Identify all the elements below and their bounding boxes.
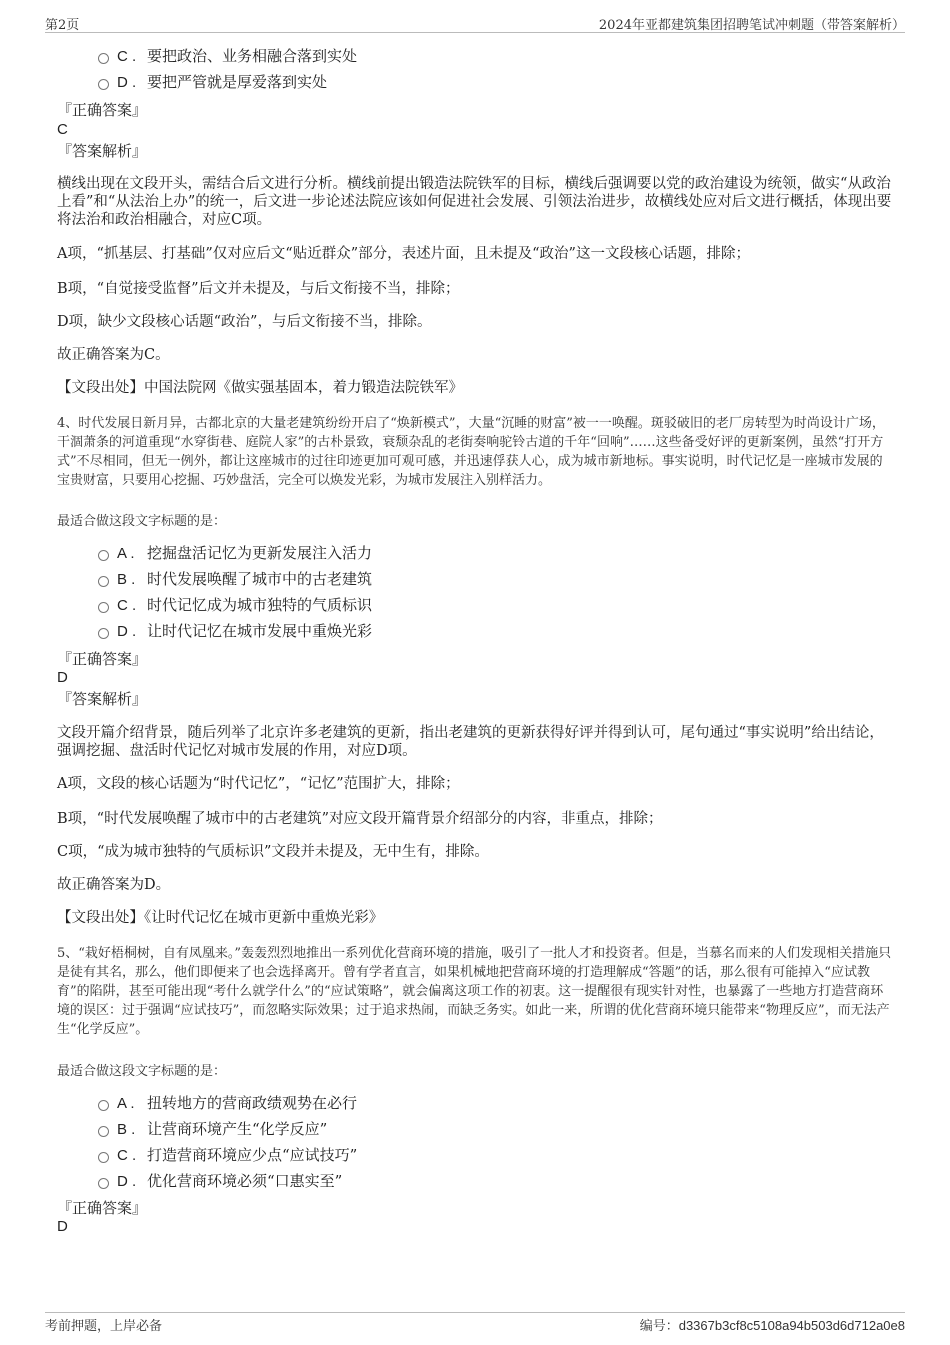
- q4-answer-label: 『正确答案』: [57, 650, 148, 668]
- footer-slogan: 考前押题，上岸必备: [45, 1319, 163, 1334]
- q3-answer-label: 『正确答案』: [57, 101, 148, 119]
- radio-icon[interactable]: [98, 53, 109, 64]
- q4-option-c[interactable]: C . 时代记忆成为城市独特的气质标识: [98, 594, 798, 620]
- q4-option-a[interactable]: A . 挖掘盘活记忆为更新发展注入活力: [98, 542, 798, 568]
- radio-icon[interactable]: [98, 1152, 109, 1163]
- q5-options: [98, 1092, 798, 1196]
- page-footer: [45, 1312, 905, 1335]
- q5-stem: 5、“栽好梧桐树，自有凤凰来。”轰轰烈烈地推出一系列优化营商环境的措施，吸引了一批人才和投资者。但是，当慕名而来的人们发现相关措施只是徒有其名，那么，他们即便来了也会选择离开。曾有学者直言，如果机械地把营商环境的打造理解成“答题”的话，那么很有可能掉入“应试教育”的陷阱，甚至可能出现“考什么就学什么”的“应试策略”，就会偏离这项工作的初衷。这一提醒很有现实针对性，也暴露了一些地方打造营商环境的误区：过于强调“应试技巧”，而忽略实际效果；过于追求热闹，而缺乏务实。如此一来，所谓的优化营商环境只能带来“物理反应”，而无法产生“化学反应”。: [57, 946, 892, 1037]
- q3-analysis-paragraph: A项，“抓基层、打基础”仅对应后文“贴近群众”部分，表述片面，且未提及“政治”这一文段核心话题，排除；: [57, 246, 750, 262]
- q5-answer-label: 『正确答案』: [57, 1199, 148, 1217]
- q3-source: 【文段出处】中国法院网《做实强基固本，着力锻造法院铁军》: [57, 380, 463, 396]
- q4-analysis-paragraph: B项，“时代发展唤醒了城市中的古老建筑”对应文段开篇背景介绍部分的内容，非重点，排除；: [57, 811, 663, 827]
- q4-analysis-label: 『答案解析』: [57, 690, 148, 708]
- q4-analysis-paragraph: 文段开篇介绍背景，随后列举了北京许多老建筑的更新，指出老建筑的更新获得好评并得到认可，尾句通过“事实说明”给出结论，强调挖掘、盘活时代记忆对城市发展的作用，对应D项。: [57, 725, 884, 759]
- q4-answer: D: [57, 669, 68, 686]
- q5-prompt: 最适合做这段文字标题的是：: [57, 1064, 227, 1079]
- radio-icon[interactable]: [98, 602, 109, 613]
- q4-analysis-paragraph: 故正确答案为D。: [57, 877, 171, 893]
- document-code: 编号：d3367b3cf8c5108a94b503d6d712a0e8: [639, 1318, 905, 1334]
- q5-option-a[interactable]: A . 扭转地方的营商政绩观势在必行: [98, 1092, 798, 1118]
- q3-analysis-paragraph: 横线出现在文段开头，需结合后文进行分析。横线前提出锻造法院铁军的目标，横线后强调要以党的政治建设为统领，做实“从政治上看”和“从法治上办”的统一，后文进一步论述法院应该如何促进社会发展、引领法治进步，故横线处应对后文进行概括，体现出要将法治和政治相融合，对应C项。: [57, 176, 892, 228]
- q3-option-d[interactable]: D . 要把严管就是厚爱落到实处: [98, 71, 798, 97]
- page-number: 第2页: [45, 18, 80, 33]
- q3-option-c[interactable]: C . 要把政治、业务相融合落到实处: [98, 45, 798, 71]
- q4-prompt: 最适合做这段文字标题的是：: [57, 514, 227, 529]
- q4-source: 【文段出处】《让时代记忆在城市更新中重焕光彩》: [57, 910, 384, 926]
- q4-option-d[interactable]: D . 让时代记忆在城市发展中重焕光彩: [98, 620, 798, 646]
- q4-option-b[interactable]: B . 时代发展唤醒了城市中的古老建筑: [98, 568, 798, 594]
- q3-analysis-paragraph: D项，缺少文段核心话题“政治”，与后文衔接不当，排除。: [57, 314, 432, 330]
- radio-icon[interactable]: [98, 550, 109, 561]
- q5-option-c[interactable]: C . 打造营商环境应少点“应试技巧”: [98, 1144, 798, 1170]
- page-header: [45, 12, 905, 33]
- radio-icon[interactable]: [98, 1126, 109, 1137]
- radio-icon[interactable]: [98, 628, 109, 639]
- radio-icon[interactable]: [98, 79, 109, 90]
- document-title: 2024年亚都建筑集团招聘笔试冲刺题（带答案解析）: [598, 18, 905, 33]
- q4-options: [98, 542, 798, 646]
- q5-option-b[interactable]: B . 让营商环境产生“化学反应”: [98, 1118, 798, 1144]
- q3-analysis-paragraph: 故正确答案为C。: [57, 347, 170, 363]
- radio-icon[interactable]: [98, 1178, 109, 1189]
- q3-answer: C: [57, 121, 68, 138]
- q4-analysis-paragraph: C项，“成为城市独特的气质标识”文段并未提及，无中生有，排除。: [57, 844, 489, 860]
- q5-option-d[interactable]: D . 优化营商环境必须“口惠实至”: [98, 1170, 798, 1196]
- q3-analysis-label: 『答案解析』: [57, 142, 148, 160]
- q4-stem: 4、时代发展日新月异，古都北京的大量老建筑纷纷开启了“焕新模式”，大量“沉睡的财富”被一一唤醒。斑驳破旧的老厂房转型为时尚设计广场，干涸萧条的河道重现“水穿街巷、庭院人家”的古朴景致，衰颓杂乱的老街奏响驼铃古道的千年“回响”……这些备受好评的更新案例，虽然“打开方式”不尽相同，但无一例外，都让这座城市的过往印迹更加可观可感，并迅速俘获人心，成为城市新地标。事实说明，时代记忆是一座城市发展的宝贵财富，只要用心挖掘、巧妙盘活，完全可以焕发光彩，为城市发展注入别样活力。: [57, 416, 885, 488]
- radio-icon[interactable]: [98, 1100, 109, 1111]
- q3-options: [98, 45, 798, 97]
- q3-analysis-paragraph: B项，“自觉接受监督”后文并未提及，与后文衔接不当，排除；: [57, 281, 460, 297]
- q4-analysis-paragraph: A项，文段的核心话题为“时代记忆”，“记忆”范围扩大，排除；: [57, 776, 460, 792]
- q5-answer: D: [57, 1218, 68, 1235]
- radio-icon[interactable]: [98, 576, 109, 587]
